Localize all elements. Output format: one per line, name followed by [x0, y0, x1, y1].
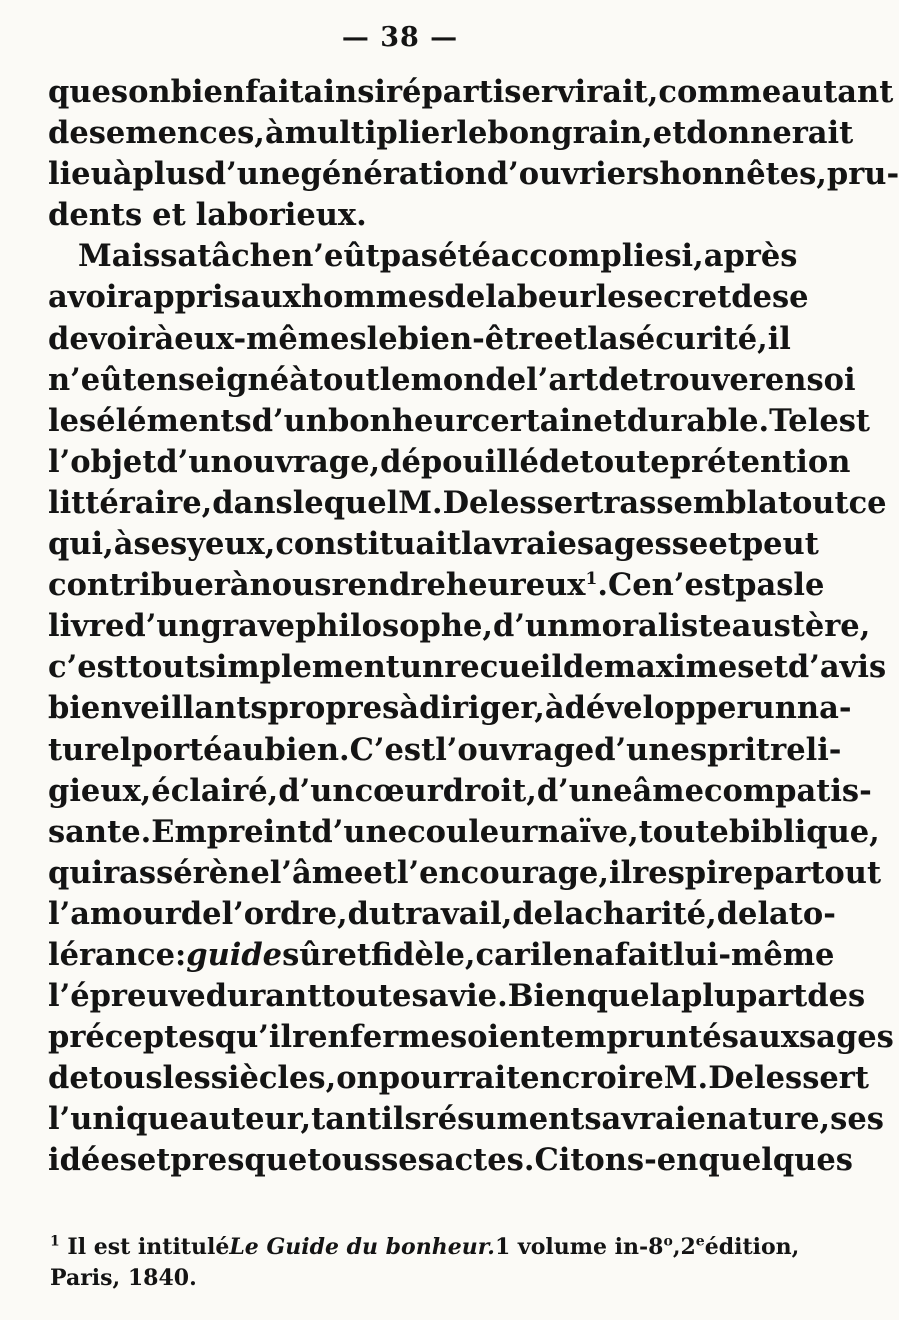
text-line	[48, 72, 894, 113]
text-line	[48, 442, 851, 483]
word: l’unique	[48, 1101, 190, 1138]
text-line	[48, 976, 866, 1017]
word: croire	[561, 1060, 664, 1097]
text-line	[48, 606, 871, 647]
word: siècles,	[210, 1060, 337, 1097]
word: rassembla	[603, 484, 778, 521]
word: le	[595, 279, 627, 316]
word: d’un	[251, 402, 328, 439]
word: un	[752, 690, 797, 727]
word: n’eût	[291, 238, 380, 275]
word: et	[593, 402, 627, 439]
footnote-line: $^1$ Il est intitulé Le Guide du bonheur. 1 volume in-8$^o$, 2e édition,	[50, 1232, 770, 1263]
word: rassérène	[103, 854, 270, 891]
word: le	[793, 567, 825, 604]
word: l’ordre,	[221, 895, 348, 932]
word: d’un	[594, 731, 671, 768]
word: appris	[133, 279, 241, 316]
word: son	[110, 74, 171, 110]
word: actes.	[434, 1142, 535, 1179]
text-line	[48, 319, 791, 360]
word: toute	[638, 813, 729, 850]
word: le	[456, 115, 488, 152]
word: de	[563, 649, 604, 686]
word: sûr	[282, 936, 338, 973]
word: Delessert	[442, 484, 604, 521]
word: laborieux.	[195, 197, 367, 234]
word: lui-même	[673, 936, 835, 973]
word: recueil	[444, 649, 564, 686]
word: la	[649, 978, 681, 1015]
word: grain,	[551, 115, 653, 152]
word: n’eût	[48, 361, 137, 398]
word: et	[708, 526, 742, 563]
word: certain	[471, 402, 594, 439]
word: du	[347, 895, 392, 932]
word: Delessert	[708, 1060, 869, 1097]
word: austère,	[731, 608, 871, 645]
word: Mais	[78, 238, 161, 275]
word: compatis-	[703, 772, 872, 809]
word: l’âme	[269, 854, 364, 891]
word: auteur,	[189, 1101, 312, 1138]
word: le	[366, 320, 398, 357]
word: propres	[267, 690, 400, 727]
word: les	[48, 402, 97, 439]
word: dents	[48, 197, 143, 234]
word: à	[264, 115, 285, 152]
word: sagesse	[576, 526, 709, 563]
word: l’objet	[48, 443, 157, 480]
word: de	[731, 279, 773, 316]
word: Ce	[607, 567, 652, 604]
word: Tel	[769, 402, 820, 439]
word: d’un	[124, 608, 201, 645]
text-line-with-footnote-ref	[48, 565, 825, 606]
word: car	[475, 936, 530, 973]
footnote-edition-num: 2	[680, 1234, 696, 1260]
word: tout	[777, 484, 849, 521]
word: l’amour	[48, 895, 181, 932]
word: donnerait	[686, 115, 854, 152]
word: est	[819, 402, 870, 439]
word: ils	[381, 1101, 422, 1138]
word: renferme	[292, 1019, 450, 1056]
word: et	[337, 936, 371, 973]
word: prétention	[669, 443, 851, 480]
word: éclairé,	[151, 772, 279, 809]
word: servirait,	[504, 74, 659, 110]
word: si,	[664, 238, 704, 275]
word: de	[598, 361, 639, 398]
word: tout	[308, 361, 380, 398]
word: de	[180, 895, 222, 932]
word: ce	[848, 484, 887, 521]
footnote-marker: 1	[50, 1233, 60, 1250]
word: ainsi	[303, 74, 386, 110]
text-line	[48, 1017, 894, 1058]
text-line	[48, 277, 809, 318]
word: toute	[321, 978, 412, 1015]
word: diriger,	[419, 690, 545, 727]
word: et	[136, 1142, 171, 1179]
word: monde	[410, 361, 527, 398]
word: labeur	[485, 279, 596, 316]
footnote-book-title: Le Guide du bonheur.	[229, 1234, 495, 1260]
word: il	[529, 936, 554, 973]
word: Citons-en	[534, 1142, 699, 1179]
word: droit,	[442, 772, 537, 809]
word: résument	[421, 1101, 585, 1138]
word: turel	[48, 731, 132, 768]
word: à	[544, 690, 565, 727]
footnote-place-date: Paris, 1840.	[50, 1265, 197, 1291]
word: on	[336, 1060, 379, 1097]
word: soient	[450, 1019, 555, 1056]
word: âme	[632, 772, 704, 809]
word: d’un	[278, 772, 355, 809]
word: toute	[579, 443, 670, 480]
word: trouver	[638, 361, 765, 398]
text-line	[48, 853, 882, 894]
word: génération	[300, 156, 487, 193]
word: de	[444, 279, 486, 316]
footnote-edition-sup: e	[695, 1233, 705, 1250]
text-line	[48, 812, 880, 853]
word: plupart	[680, 978, 808, 1015]
word: dépouillé	[380, 443, 539, 480]
word: sa	[411, 978, 449, 1015]
footnote-volume: 1 volume in-8	[494, 1234, 664, 1260]
word: reli-	[770, 731, 842, 768]
word: que	[48, 74, 111, 110]
word: travail,	[391, 895, 513, 932]
word: et	[553, 320, 588, 357]
word: vraie	[621, 1101, 706, 1138]
text-line	[48, 524, 819, 565]
word: développer	[564, 690, 753, 727]
word: nous	[249, 567, 332, 604]
text-line	[48, 360, 856, 401]
word: sante.	[48, 813, 152, 850]
word: la	[553, 895, 585, 932]
word: et	[363, 854, 397, 891]
word: respire	[632, 854, 754, 891]
word: se	[772, 279, 809, 316]
word: la	[757, 895, 789, 932]
word: hommes	[300, 279, 445, 316]
text-line	[48, 771, 872, 812]
word: M.	[663, 1060, 709, 1097]
word: l’art	[526, 361, 599, 398]
word: ses	[133, 526, 188, 563]
word: tous	[88, 1060, 163, 1097]
word: porté	[131, 731, 223, 768]
word: avoir	[48, 279, 134, 316]
word: bon	[487, 115, 552, 152]
text-line	[48, 730, 842, 771]
word: partout	[753, 854, 882, 891]
word: la	[460, 526, 493, 563]
word: maximes	[603, 649, 755, 686]
word: de	[48, 115, 89, 152]
word: pas	[379, 238, 438, 275]
word: fidèle,	[371, 936, 476, 973]
word: quelques	[698, 1142, 853, 1179]
word: rendre	[331, 567, 446, 604]
text-line	[48, 688, 852, 729]
text-line	[48, 483, 887, 524]
word: eux-mêmes	[174, 320, 367, 357]
footnote-text: Il est intitulé	[67, 1234, 230, 1260]
word: l’ouvrage	[435, 731, 595, 768]
word: contribuer	[48, 567, 230, 604]
word: M.	[398, 484, 443, 521]
word: soi	[806, 361, 856, 398]
word: lieu	[48, 156, 113, 193]
word: aux	[240, 279, 301, 316]
word: à	[113, 526, 134, 563]
word: en	[553, 936, 595, 973]
word: à	[154, 320, 175, 357]
word: il	[608, 854, 633, 891]
word: lequel	[292, 484, 399, 521]
word: bien-être	[397, 320, 554, 357]
word: :	[174, 936, 187, 973]
word: préceptes	[48, 1019, 215, 1056]
word: sa	[160, 238, 198, 275]
word: aux	[738, 1019, 799, 1056]
text-line	[48, 195, 758, 236]
footnote-degree: o	[663, 1233, 673, 1250]
word: littéraire,	[48, 484, 213, 521]
word: en	[764, 361, 807, 398]
word: vraie	[492, 526, 577, 563]
word: les	[162, 1060, 211, 1097]
word: été	[437, 238, 491, 275]
page-number-header: — 38 —	[341, 22, 459, 53]
word: qui,	[48, 526, 114, 563]
word: il	[767, 320, 791, 357]
word: couleur	[407, 813, 538, 850]
word: to-	[788, 895, 836, 932]
word: Bien	[507, 978, 587, 1015]
word: semences,	[88, 115, 265, 152]
word: idées	[48, 1142, 137, 1179]
word: réparti	[385, 74, 505, 110]
word: qu’il	[214, 1019, 293, 1056]
text-line-with-italic	[48, 935, 835, 976]
word: secret	[626, 279, 732, 316]
word: ses	[830, 1101, 884, 1138]
word: naïve,	[537, 813, 639, 850]
word: bienfait	[170, 74, 304, 110]
word: et	[754, 649, 788, 686]
word: à	[289, 361, 309, 398]
word: d’un	[156, 443, 233, 480]
word: n’est	[651, 567, 736, 604]
word: c’est	[48, 649, 128, 686]
word: qui	[48, 854, 104, 891]
italic-word: guide	[186, 936, 283, 973]
word: tout	[127, 649, 199, 686]
word: livre	[48, 608, 125, 645]
word: à	[112, 156, 133, 193]
word: le	[379, 361, 411, 398]
text-line	[48, 236, 798, 277]
word: grave	[200, 608, 295, 645]
text-line	[48, 1099, 884, 1140]
footnote-reference: 1	[585, 568, 598, 589]
text-line	[48, 401, 870, 442]
word: bien.	[264, 731, 350, 768]
word: fait	[614, 936, 674, 973]
word: après	[703, 238, 798, 275]
word: d’ouvriers	[486, 156, 660, 193]
word: devoir	[48, 320, 155, 357]
word: esprit	[670, 731, 771, 768]
word: ses	[381, 1142, 435, 1179]
text-line	[48, 113, 854, 154]
word: presque	[170, 1142, 308, 1179]
word: que	[586, 978, 650, 1015]
text-line	[48, 1058, 869, 1099]
word: sécurité,	[618, 320, 768, 357]
word: et	[652, 115, 687, 152]
word: a	[594, 936, 615, 973]
word: l’encourage,	[396, 854, 609, 891]
word: pourrait	[378, 1060, 521, 1097]
word: tant	[311, 1101, 382, 1138]
word: tous	[307, 1142, 382, 1179]
text-line	[48, 1140, 853, 1181]
word: ouvrage,	[232, 443, 381, 480]
word: pas	[735, 567, 794, 604]
word: l’épreuve	[48, 978, 206, 1015]
word: autant	[781, 74, 894, 110]
word: sa	[584, 1101, 622, 1138]
word: d’un	[493, 608, 570, 645]
word: peut	[741, 526, 819, 563]
word: biblique,	[728, 813, 880, 850]
word: gieux,	[48, 772, 152, 809]
word: lérance	[48, 936, 175, 973]
word: comme	[658, 74, 782, 110]
word: constituait	[275, 526, 461, 563]
word: dans	[212, 484, 293, 521]
word: Empreint	[151, 813, 312, 850]
footnote-edition-word: édition,	[704, 1234, 800, 1260]
word: la	[587, 320, 619, 357]
body-text	[48, 72, 899, 1182]
footnote	[50, 1232, 800, 1294]
word: yeux,	[187, 526, 276, 563]
word: durable.	[626, 402, 770, 439]
word: de	[716, 895, 758, 932]
text-line	[48, 894, 836, 935]
text-line	[48, 154, 899, 195]
word: à	[229, 567, 250, 604]
word: cœur	[354, 772, 443, 809]
word: bienveillants	[48, 690, 268, 727]
word: empruntés	[554, 1019, 739, 1056]
word: en	[520, 1060, 562, 1097]
word: pru-	[826, 156, 899, 193]
word: durant	[205, 978, 322, 1015]
word: de	[48, 1060, 89, 1097]
word: éléments	[96, 402, 252, 439]
text-line	[48, 647, 887, 688]
word: moraliste	[569, 608, 732, 645]
word: tâche	[197, 238, 292, 275]
word: philosophe,	[294, 608, 494, 645]
word: accomplie	[490, 238, 665, 275]
word: honnêtes,	[659, 156, 827, 193]
word: vie.	[448, 978, 508, 1015]
word: plus	[132, 156, 205, 193]
word: à	[399, 690, 420, 727]
word: na-	[796, 690, 852, 727]
word: multiplier	[284, 115, 457, 152]
word: d’avis	[787, 649, 887, 686]
word: de	[538, 443, 580, 480]
word: simplement	[198, 649, 400, 686]
word: un	[399, 649, 445, 686]
word: d’une	[204, 156, 301, 193]
word: et	[152, 197, 186, 234]
word: nature,	[705, 1101, 831, 1138]
word: sages	[799, 1019, 894, 1056]
word: charité,	[584, 895, 717, 932]
word: de	[512, 895, 554, 932]
word: heureux$^1$.	[445, 567, 608, 604]
word: d’une	[311, 813, 408, 850]
word: d’une	[536, 772, 633, 809]
word: bonheur	[327, 402, 472, 439]
word: enseigné	[136, 361, 290, 398]
word: au	[222, 731, 265, 768]
word: des	[807, 978, 866, 1015]
word: C’est	[349, 731, 436, 768]
footnote-line	[50, 1263, 770, 1294]
